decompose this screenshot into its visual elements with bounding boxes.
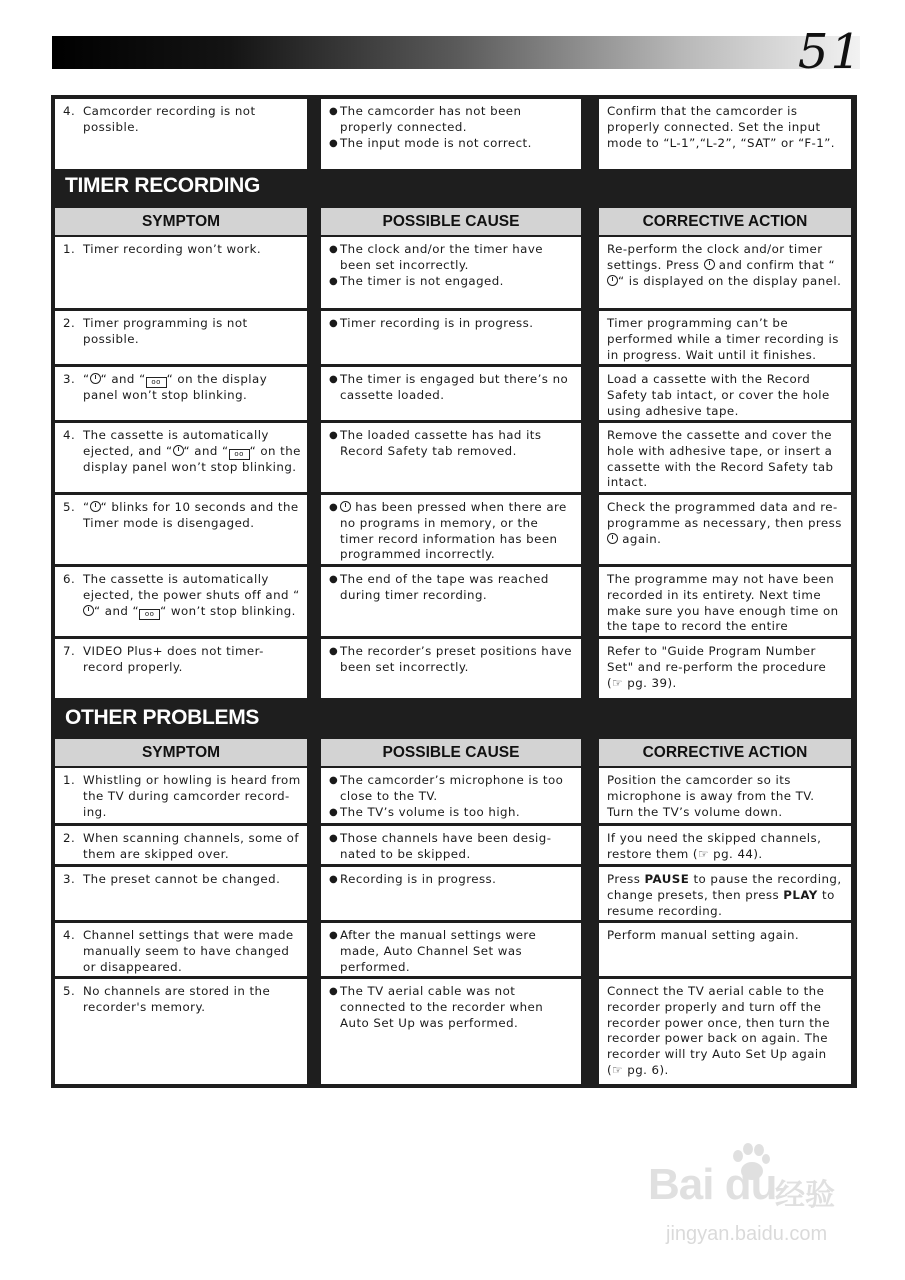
section-title-other: OTHER PROBLEMS (65, 706, 260, 729)
timer-clock-icon (90, 373, 101, 384)
timer-cause-2: ● Timer recording is in progress. (321, 311, 581, 364)
other-action-1: Position the camcorder so its microphone is away from the TV. Turn the TV’s volume down. (599, 768, 851, 823)
bullet-icon: ● (329, 986, 339, 997)
other-symptom-2: 2. When scanning channels, some of them are skipped over. (55, 826, 307, 864)
timer-symptom-5: 5. “ “ blinks for 10 seconds and the Timer mode is disengaged. (55, 495, 307, 564)
timer-clock-icon (607, 533, 618, 544)
timer-symptom-3: 3. “ “ and “ oo “ on the display panel won’t stop blinking. (55, 367, 307, 420)
bullet-icon: ● (329, 244, 339, 255)
timer-action-4: Remove the cassette and cover the hole with adhesive tape, or insert a cassette with the Record Safety tab intact. (599, 423, 851, 492)
other-action-5: Connect the TV aerial cable to the recorder properly and turn off the recorder power once, then turn the recorder power back on again. The recorder will try Auto Set Up again (☞ pg. 6). (599, 979, 851, 1084)
timer-action-7: Refer to "Guide Program Number Set" and re-perform the procedure (☞ pg. 39). (599, 639, 851, 698)
bullet-icon: ● (329, 646, 339, 657)
bullet-icon: ● (329, 374, 339, 385)
timer-action-2: Timer programming can’t be performed while a timer recording is in progress. Wait until it finishes. (599, 311, 851, 364)
timer-cause-1: ● The clock and/or the timer have been set incorrectly. ● The timer is not engaged. (321, 237, 581, 308)
bullet-icon: ● (329, 930, 339, 941)
bullet-icon: ● (329, 574, 339, 585)
other-symptom-4: 4. Channel settings that were made manually seem to have changed or disappeared. (55, 923, 307, 976)
watermark-url: jingyan.baidu.com (666, 1223, 828, 1245)
other-action-4: Perform manual setting again. (599, 923, 851, 976)
other-action-2: If you need the skipped channels, restore them (☞ pg. 44). (599, 826, 851, 864)
bullet-icon: ● (329, 318, 339, 329)
watermark-logo: Bai du (648, 1160, 777, 1209)
cassette-icon: oo (146, 377, 167, 388)
continued-cause: ● The camcorder has not been properly connected. ● The input mode is not correct. (321, 99, 581, 169)
section-title-timer: TIMER RECORDING (65, 174, 261, 197)
timer-cause-7: ● The recorder’s preset positions have been set incorrectly. (321, 639, 581, 698)
other-cause-3: ● Recording is in progress. (321, 867, 581, 920)
other-cause-5: ● The TV aerial cable was not connected to the recorder when Auto Set Up was performed. (321, 979, 581, 1084)
continued-symptom (55, 99, 307, 169)
timer-clock-icon (607, 275, 618, 286)
timer-action-5: Check the programmed data and re-programme as necessary, then press again. (599, 495, 851, 564)
continued-action: Confirm that the camcorder is properly connected. Set the input mode to “L-1”,“L-2”, “SAT” or “F-1”. (599, 99, 851, 169)
timer-clock-icon (340, 501, 351, 512)
timer-symptom-6: 6. The cassette is automatically ejected, the power shuts off and ““ and “ oo “ won’t stop blinking. (55, 567, 307, 636)
header-possible-cause: POSSIBLE CAUSE (321, 208, 581, 235)
timer-clock-icon (90, 501, 101, 512)
timer-cause-5: ● has been pressed when there are no programs in memory, or the timer record information has been programmed incorrectly. (321, 495, 581, 564)
other-cause-2: ● Those channels have been desig-nated to be skipped. (321, 826, 581, 864)
bullet-icon: ● (329, 874, 339, 885)
header-gradient-bar (52, 36, 860, 69)
page-number: 51 (797, 24, 863, 80)
watermark-cn: 经验 (775, 1178, 835, 1213)
bullet-icon: ● (329, 806, 339, 818)
row-number: 4. (63, 104, 76, 118)
bullet-icon: ● (329, 430, 339, 441)
bullet-icon: ● (329, 106, 339, 117)
other-action-3: Press PAUSE to pause the recording, change presets, then press PLAY to resume recording. (599, 867, 851, 920)
header-possible-cause: POSSIBLE CAUSE (321, 739, 581, 766)
bullet-icon: ● (329, 275, 339, 287)
header-corrective-action: CORRECTIVE ACTION (599, 208, 851, 235)
header-corrective-action: CORRECTIVE ACTION (599, 739, 851, 766)
header-symptom: SYMPTOM (55, 739, 307, 766)
timer-clock-icon (704, 259, 715, 270)
symptom-text: Camcorder recording is not possible. (83, 104, 256, 134)
cassette-icon: oo (229, 449, 250, 460)
bullet-icon: ● (329, 775, 339, 786)
other-symptom-3: 3. The preset cannot be changed. (55, 867, 307, 920)
other-symptom-5: 5. No channels are stored in the recorder's memory. (55, 979, 307, 1084)
bullet-icon: ● (329, 833, 339, 844)
header-symptom: SYMPTOM (55, 208, 307, 235)
timer-symptom-4: 4. The cassette is automatically ejected, and “ “ and “ oo “ on the display panel won’t stop blinking. (55, 423, 307, 492)
timer-symptom-1: 1. Timer recording won’t work. (55, 237, 307, 308)
timer-clock-icon (173, 445, 184, 456)
troubleshooting-table (51, 95, 857, 1088)
timer-clock-icon (83, 605, 94, 616)
timer-symptom-7: 7. VIDEO Plus+ does not timer-record properly. (55, 639, 307, 698)
timer-symptom-2: 2. Timer programming is not possible. (55, 311, 307, 364)
cassette-icon: oo (139, 609, 160, 620)
baidu-watermark (640, 1140, 870, 1260)
timer-action-1: Re-perform the clock and/or timer settings. Press and confirm that ““ is displayed on the display panel. (599, 237, 851, 308)
bullet-icon: ● (329, 137, 339, 149)
timer-action-6: The programme may not have been recorded in its entirety. Next time make sure you have enough time on the tape to record the entire (599, 567, 851, 636)
other-symptom-1: 1. Whistling or howling is heard from the TV during camcorder record-ing. (55, 768, 307, 823)
timer-action-3: Load a cassette with the Record Safety tab intact, or cover the hole using adhesive tape. (599, 367, 851, 420)
bullet-icon: ● (329, 502, 339, 513)
other-cause-4: ● After the manual settings were made, Auto Channel Set was performed. (321, 923, 581, 976)
timer-cause-3: ● The timer is engaged but there’s no cassette loaded. (321, 367, 581, 420)
other-cause-1: ● The camcorder’s microphone is too close to the TV. ● The TV’s volume is too high. (321, 768, 581, 823)
timer-cause-6: ● The end of the tape was reached during timer recording. (321, 567, 581, 636)
timer-cause-4: ● The loaded cassette has had its Record Safety tab removed. (321, 423, 581, 492)
